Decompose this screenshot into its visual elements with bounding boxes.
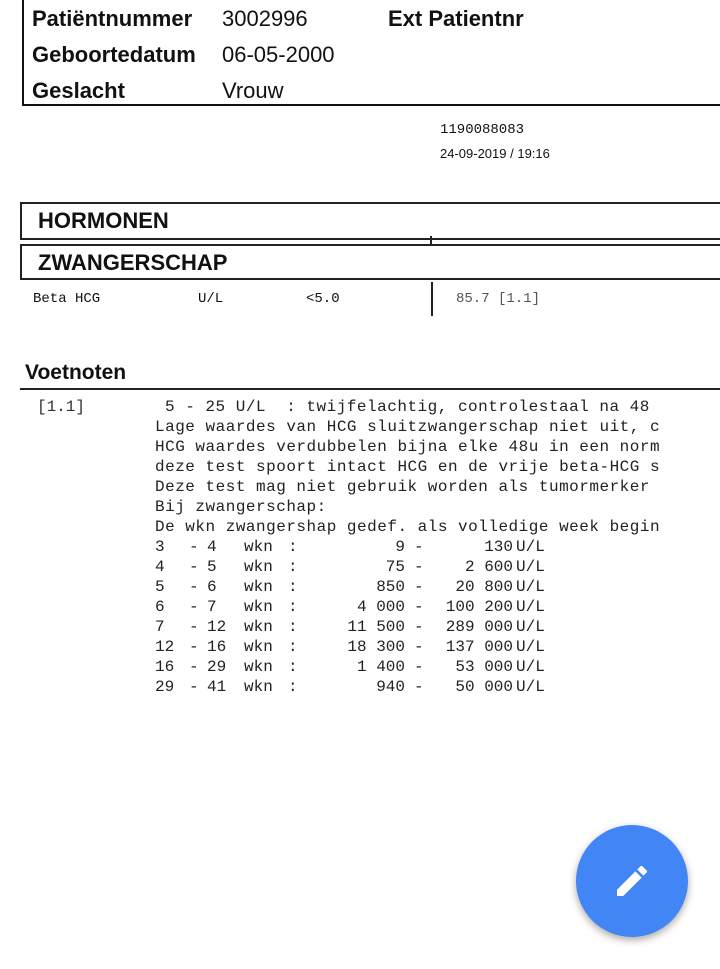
section-hormonen — [20, 202, 720, 240]
hcg-cell-unit-w: wkn — [244, 618, 273, 636]
footnote-ref: [1.1] — [37, 398, 86, 416]
pencil-icon — [612, 861, 652, 901]
hcg-cell-unit-w: wkn — [244, 558, 273, 576]
hcg-cell-unit-w: wkn — [244, 538, 273, 556]
hcg-cell-from: 7 — [155, 618, 165, 636]
hcg-cell-unit: U/L — [516, 558, 545, 576]
section-zwangerschap-title: ZWANGERSCHAP — [38, 250, 228, 275]
hcg-cell-to: 4 — [207, 538, 217, 556]
result-test-name: Beta HCG — [33, 291, 101, 307]
hcg-cell-low: 18 300 — [347, 638, 405, 656]
edit-button[interactable] — [576, 825, 688, 937]
hcg-cell-low: 1 400 — [356, 658, 405, 676]
hcg-cell-from: 16 — [155, 658, 175, 676]
hcg-cell-to: 41 — [207, 678, 227, 696]
hcg-separator: - — [189, 638, 199, 656]
footnote-line: De wkn zwangershap gedef. als volledige week begin — [155, 518, 661, 536]
hcg-separator: - — [414, 638, 424, 656]
hcg-separator: : — [288, 658, 298, 676]
hcg-cell-low: 4 000 — [356, 598, 405, 616]
footnote-line: HCG waardes verdubbelen bijna elke 48u in een norm — [155, 438, 661, 456]
divider-tick — [430, 236, 432, 244]
hcg-separator: - — [414, 618, 424, 636]
hcg-separator: : — [288, 538, 298, 556]
hcg-separator: : — [288, 678, 298, 696]
hcg-cell-high: 2 600 — [464, 558, 513, 576]
hcg-separator: - — [189, 598, 199, 616]
patient-info-box — [22, 0, 720, 106]
order-datetime: 24-09-2019 / 19:16 — [440, 146, 550, 161]
hcg-cell-from: 6 — [155, 598, 165, 616]
sex-value: Vrouw — [222, 78, 284, 103]
footnotes-rule — [20, 388, 720, 390]
hcg-cell-from: 5 — [155, 578, 165, 596]
dob-value: 06-05-2000 — [222, 42, 335, 67]
hcg-cell-to: 16 — [207, 638, 227, 656]
hcg-cell-high: 100 200 — [445, 598, 513, 616]
hcg-cell-low: 11 500 — [347, 618, 405, 636]
hcg-cell-unit: U/L — [516, 638, 545, 656]
dob-label: Geboortedatum — [32, 42, 196, 67]
hcg-separator: - — [414, 538, 424, 556]
result-reference: <5.0 — [306, 291, 340, 307]
ext-patient-number-label: Ext Patientnr — [388, 6, 524, 31]
hcg-separator: : — [288, 558, 298, 576]
hcg-cell-high: 53 000 — [455, 658, 513, 676]
hcg-separator: : — [288, 578, 298, 596]
patient-number-label: Patiëntnummer — [32, 6, 193, 31]
section-hormonen-title: HORMONEN — [38, 208, 169, 233]
hcg-cell-to: 5 — [207, 558, 217, 576]
hcg-separator: : — [288, 638, 298, 656]
hcg-cell-to: 12 — [207, 618, 227, 636]
hcg-cell-from: 12 — [155, 638, 175, 656]
hcg-cell-unit-w: wkn — [244, 598, 273, 616]
hcg-separator: - — [414, 558, 424, 576]
hcg-separator: - — [189, 658, 199, 676]
patient-number-value: 3002996 — [222, 6, 308, 31]
hcg-separator: : — [288, 598, 298, 616]
hcg-cell-from: 29 — [155, 678, 175, 696]
footnote-line: Lage waardes van HCG sluitzwangerschap niet uit, c — [155, 418, 661, 436]
result-divider — [431, 282, 433, 316]
hcg-cell-unit: U/L — [516, 658, 545, 676]
hcg-separator: - — [414, 678, 424, 696]
hcg-cell-high: 20 800 — [455, 578, 513, 596]
footnote-line: Bij zwangerschap: — [155, 498, 327, 516]
hcg-separator: - — [189, 578, 199, 596]
hcg-cell-high: 289 000 — [445, 618, 513, 636]
hcg-cell-unit: U/L — [516, 678, 545, 696]
hcg-cell-low: 75 — [385, 558, 405, 576]
hcg-cell-low: 850 — [376, 578, 405, 596]
sex-label: Geslacht — [32, 78, 125, 103]
hcg-separator: - — [189, 538, 199, 556]
hcg-cell-unit-w: wkn — [244, 658, 273, 676]
hcg-cell-to: 6 — [207, 578, 217, 596]
result-unit: U/L — [198, 291, 224, 307]
footnote-line: Deze test mag niet gebruik worden als tumormerker — [155, 478, 650, 496]
hcg-cell-from: 3 — [155, 538, 165, 556]
hcg-cell-unit-w: wkn — [244, 678, 273, 696]
hcg-cell-unit-w: wkn — [244, 578, 273, 596]
hcg-cell-unit: U/L — [516, 538, 545, 556]
hcg-separator: - — [189, 558, 199, 576]
hcg-cell-high: 130 — [484, 538, 513, 556]
hcg-cell-high: 137 000 — [445, 638, 513, 656]
hcg-separator: - — [414, 578, 424, 596]
hcg-cell-from: 4 — [155, 558, 165, 576]
hcg-cell-unit: U/L — [516, 578, 545, 596]
hcg-cell-low: 940 — [376, 678, 405, 696]
hcg-cell-to: 29 — [207, 658, 227, 676]
hcg-cell-high: 50 000 — [455, 678, 513, 696]
result-value: 85.7 [1.1] — [456, 291, 541, 307]
hcg-separator: - — [189, 618, 199, 636]
footnotes-title: Voetnoten — [25, 361, 127, 384]
hcg-separator: - — [414, 658, 424, 676]
section-zwangerschap — [20, 244, 720, 280]
hcg-separator: - — [414, 598, 424, 616]
hcg-cell-unit-w: wkn — [244, 638, 273, 656]
hcg-cell-to: 7 — [207, 598, 217, 616]
footnote-line: 5 - 25 U/L : twijfelachtig, controlestaal na 48 — [165, 398, 650, 416]
hcg-separator: - — [189, 678, 199, 696]
hcg-cell-unit: U/L — [516, 598, 545, 616]
hcg-cell-low: 9 — [395, 538, 405, 556]
hcg-separator: : — [288, 618, 298, 636]
footnote-line: deze test spoort intact HCG en de vrije beta-HCG s — [155, 458, 661, 476]
hcg-cell-unit: U/L — [516, 618, 545, 636]
order-id: 1190088083 — [440, 122, 525, 138]
